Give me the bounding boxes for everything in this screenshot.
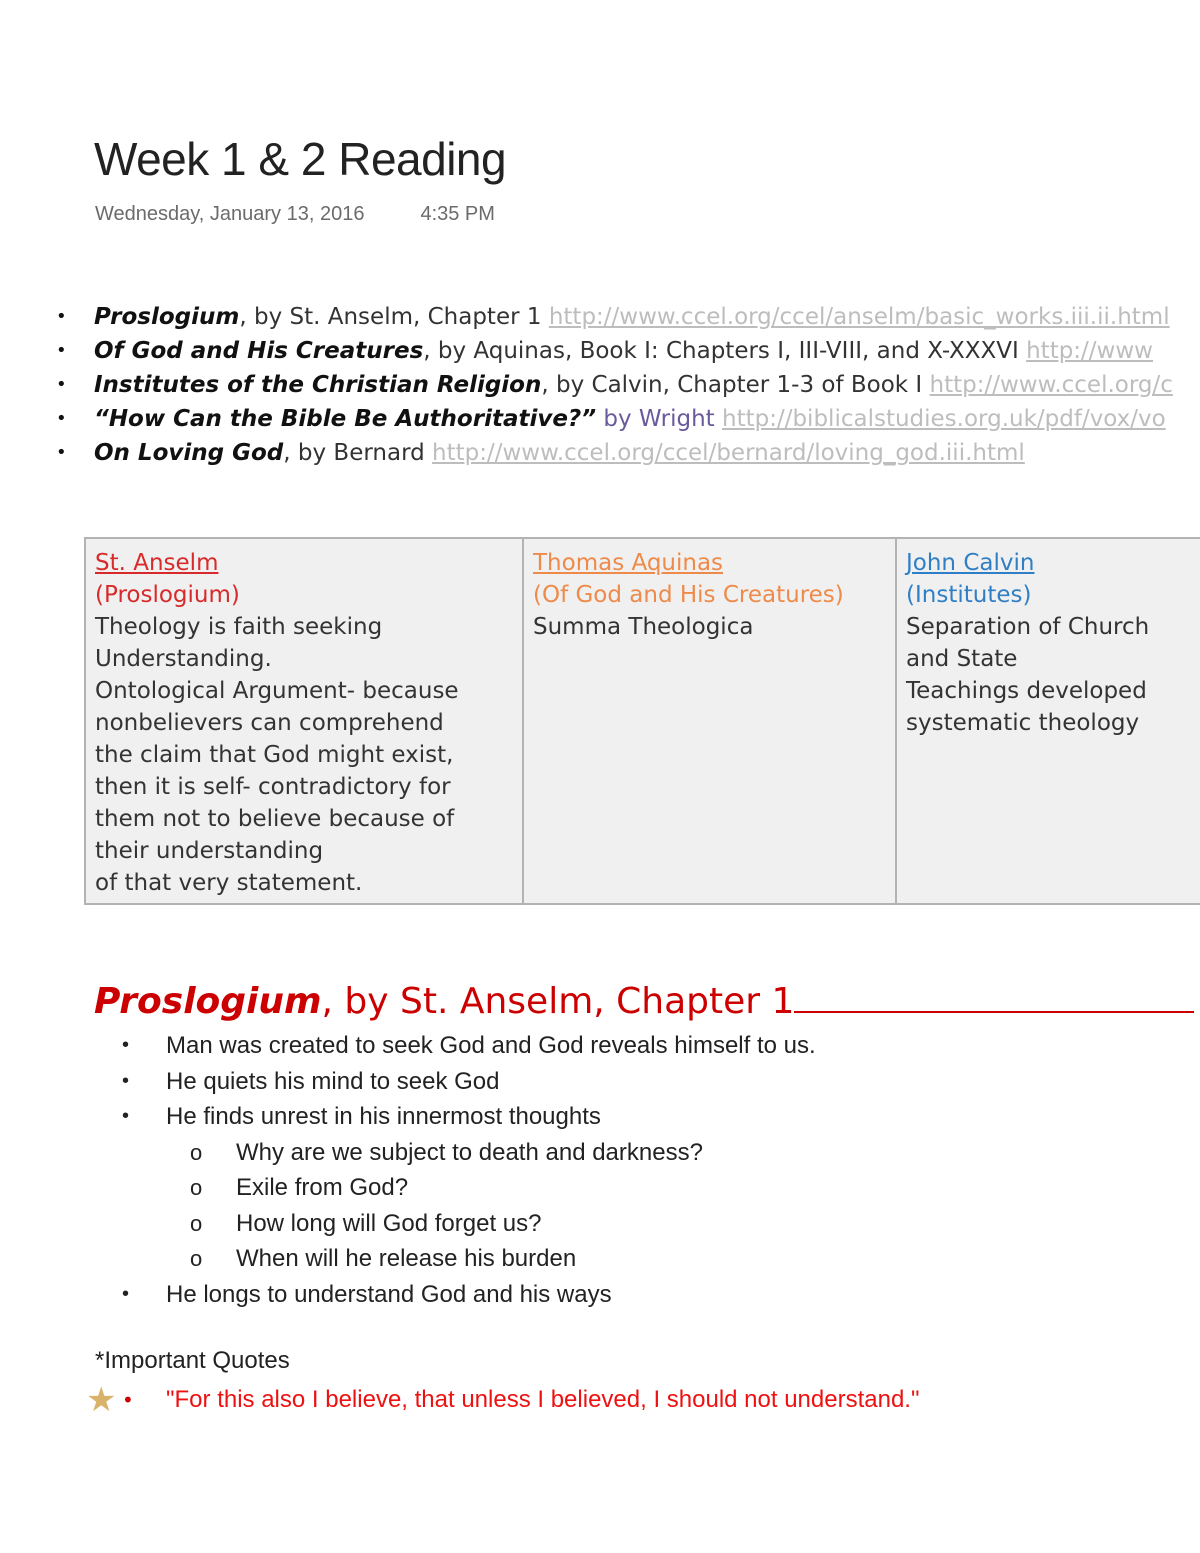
reading-details: by St. Anselm, Chapter 1: [246, 304, 549, 330]
anselm-line: nonbelievers can comprehend: [95, 710, 444, 736]
calvin-name[interactable]: John Calvin: [906, 550, 1035, 576]
reading-details: by Calvin, Chapter 1-3 of Book I: [548, 372, 930, 398]
section-heading-work: Proslogium: [94, 981, 322, 1022]
section-heading-rest: , by St. Anselm, Chapter 1: [321, 981, 795, 1022]
note-text: Exile from God?: [236, 1174, 409, 1201]
reading-item-calvin: [56, 368, 1200, 402]
sub-bullet: o: [190, 1175, 203, 1200]
reading-work-title: Institutes of the Christian Religion: [94, 372, 542, 398]
anselm-line: Understanding.: [95, 646, 272, 672]
note-subitem: [0, 1135, 1200, 1171]
note-subitem: [0, 1170, 1200, 1206]
reading-details: by Bernard: [290, 440, 433, 466]
bullet: •: [56, 442, 67, 463]
page-date: Wednesday, January 13, 2016: [95, 203, 365, 225]
calvin-line: Separation of Church: [906, 614, 1150, 640]
bullet: •: [122, 1069, 130, 1092]
reading-details: by Wright: [596, 406, 722, 432]
calvin-line: Teachings developed: [906, 678, 1147, 704]
reading-item-wright: [56, 402, 1200, 436]
reading-work-title: Proslogium: [94, 304, 240, 330]
note-item: [0, 1277, 1200, 1313]
bullet: •: [56, 408, 67, 429]
sub-bullet: o: [190, 1246, 203, 1271]
anselm-line: them not to believe because of: [95, 806, 455, 832]
page-title: Week 1 & 2 Reading: [94, 133, 507, 185]
notes-list: [0, 1028, 1200, 1312]
bullet: •: [56, 374, 67, 395]
anselm-line: of that very statement.: [95, 870, 363, 896]
anselm-line: then it is self- contradictory for: [95, 774, 451, 800]
anselm-work: (Proslogium): [95, 582, 240, 608]
bullet: •: [122, 1034, 130, 1056]
note-subitem: [0, 1206, 1200, 1242]
page-time: 4:35 PM: [420, 203, 495, 225]
bullet: •: [56, 306, 67, 327]
reading-work-title: Of God and His Creatures: [94, 338, 424, 364]
reading-item-aquinas: [56, 334, 1200, 368]
calvin-line: systematic theology: [906, 710, 1140, 736]
anselm-line: Ontological Argument- because: [95, 678, 459, 704]
bullet: •: [122, 1388, 134, 1412]
quotes-heading: *Important Quotes: [95, 1347, 290, 1374]
quote-item: [0, 1382, 1200, 1422]
calvin-line: and State: [906, 646, 1018, 672]
anselm-line: their understanding: [95, 838, 324, 864]
sub-bullet: o: [190, 1139, 203, 1165]
reading-list: [56, 300, 1200, 470]
reading-separator: ,: [239, 304, 247, 330]
note-item: [0, 1064, 1200, 1100]
reading-work-title: “How Can the Bible Be Authoritative?”: [94, 406, 597, 432]
page-meta: [95, 203, 495, 226]
reading-link[interactable]: http://www.ccel.org/ccel/bernard/loving_god.iii.html: [432, 440, 1025, 466]
calvin-work: (Institutes): [906, 582, 1032, 608]
star-icon: ★: [86, 1380, 117, 1420]
reading-work-title: On Loving God: [94, 440, 284, 466]
note-text: Man was created to seek God and God reveals himself to us.: [166, 1032, 816, 1059]
aquinas-line: Summa Theologica: [533, 614, 754, 640]
reading-item-bernard: [56, 436, 1200, 470]
section-heading: [94, 978, 1200, 1028]
reading-separator: ,: [423, 338, 431, 364]
note-subitem: [0, 1241, 1200, 1277]
table-cell-aquinas: [523, 538, 896, 904]
aquinas-work: (Of God and His Creatures): [533, 582, 844, 608]
sub-bullet: o: [190, 1210, 203, 1236]
bullet: •: [56, 340, 67, 361]
table-cell-anselm: [85, 538, 523, 904]
reading-separator: ,: [541, 372, 549, 398]
aquinas-name[interactable]: Thomas Aquinas: [533, 550, 724, 576]
note-item: [0, 1099, 1200, 1135]
reading-link[interactable]: http://biblicalstudies.org.uk/pdf/vox/vo: [722, 406, 1166, 432]
note-text: Why are we subject to death and darkness?: [236, 1138, 703, 1166]
reading-details: by Aquinas, Book I: Chapters I, III-VIII, and X-XXXVI: [430, 338, 1027, 364]
reading-link[interactable]: http://www: [1026, 338, 1153, 364]
reading-link[interactable]: http://www.ccel.org/ccel/anselm/basic_works.iii.ii.html: [548, 304, 1170, 330]
anselm-line: the claim that God might exist,: [95, 742, 454, 768]
anselm-name[interactable]: St. Anselm: [95, 550, 219, 576]
note-text: He quiets his mind to seek God: [166, 1067, 500, 1095]
note-text: How long will God forget us?: [236, 1209, 542, 1237]
quote-text: "For this also I believe, that unless I believed, I should not understand.": [166, 1386, 920, 1413]
author-comparison-table: [84, 537, 1200, 905]
note-text: He longs to understand God and his ways: [166, 1280, 612, 1308]
note-item: [0, 1028, 1200, 1064]
reading-link[interactable]: http://www.ccel.org/c: [929, 372, 1173, 398]
bullet: •: [122, 1105, 130, 1127]
bullet: •: [122, 1282, 130, 1305]
reading-item-proslogium: [56, 300, 1200, 334]
section-heading-rule: [794, 1010, 1194, 1013]
note-text: He finds unrest in his innermost thoughts: [166, 1103, 601, 1130]
anselm-line: Theology is faith seeking: [95, 614, 383, 640]
reading-separator: ,: [283, 440, 291, 466]
table-cell-calvin: [896, 538, 1200, 904]
note-text: When will he release his burden: [236, 1245, 577, 1272]
